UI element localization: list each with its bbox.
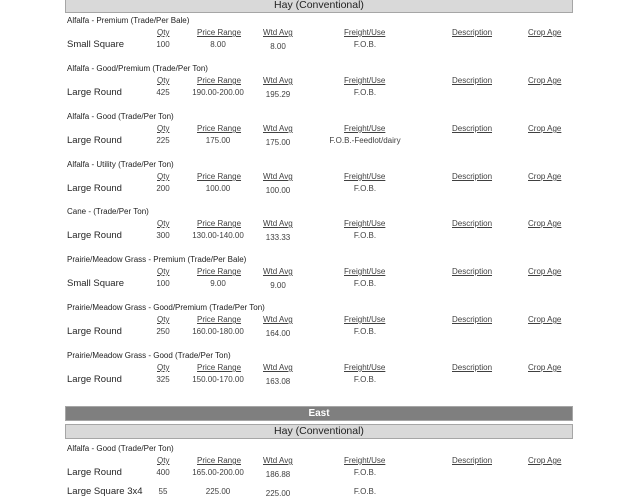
col-header-description: Description [452, 124, 493, 133]
row-qty: 100 [156, 279, 170, 288]
col-header-freight: Freight/Use [344, 267, 386, 276]
col-header-crop-age: Crop Age [528, 172, 562, 181]
row-price-range: 190.00-200.00 [192, 88, 244, 97]
row-freight: F.O.B. [353, 487, 377, 496]
section-title: Alfalfa - Good/Premium (Trade/Per Ton) [67, 64, 208, 73]
row-wtd-avg: 163.08 [265, 377, 291, 386]
section-title: Alfalfa - Good (Trade/Per Ton) [67, 112, 174, 121]
row-qty: 200 [156, 184, 170, 193]
row-freight: F.O.B. [353, 184, 377, 193]
row-qty: 100 [156, 40, 170, 49]
col-header-price-range: Price Range [197, 28, 242, 37]
row-item: Large Round [67, 230, 122, 241]
hay-conventional-header: Hay (Conventional) [65, 0, 573, 13]
row-freight: F.O.B. [353, 375, 377, 384]
col-header-price-range: Price Range [197, 315, 242, 324]
row-item: Large Round [67, 374, 122, 385]
section-title: Prairie/Meadow Grass - Premium (Trade/Per Bale) [67, 255, 247, 264]
row-qty: 425 [156, 88, 170, 97]
col-header-freight: Freight/Use [344, 315, 386, 324]
row-item: Large Round [67, 183, 122, 194]
col-header-freight: Freight/Use [344, 124, 386, 133]
col-header-wtd-avg: Wtd Avg [263, 172, 293, 181]
section-title: Alfalfa - Premium (Trade/Per Bale) [67, 16, 190, 25]
row-qty: 225 [156, 136, 170, 145]
row-freight: F.O.B. [353, 327, 377, 336]
col-header-wtd-avg: Wtd Avg [263, 363, 293, 372]
col-header-wtd-avg: Wtd Avg [263, 315, 293, 324]
col-header-qty: Qty [157, 28, 170, 37]
col-header-freight: Freight/Use [344, 28, 386, 37]
row-wtd-avg: 8.00 [270, 42, 286, 51]
col-header-qty: Qty [157, 363, 170, 372]
row-wtd-avg: 195.29 [265, 90, 291, 99]
col-header-crop-age: Crop Age [528, 456, 562, 465]
col-header-price-range: Price Range [197, 219, 242, 228]
col-header-price-range: Price Range [197, 76, 242, 85]
col-header-qty: Qty [157, 267, 170, 276]
row-price-range: 225.00 [205, 487, 231, 496]
row-freight: F.O.B. [353, 40, 377, 49]
row-freight: F.O.B. [353, 88, 377, 97]
col-header-crop-age: Crop Age [528, 267, 562, 276]
col-header-price-range: Price Range [197, 172, 242, 181]
row-price-range: 130.00-140.00 [192, 231, 244, 240]
row-wtd-avg: 225.00 [265, 489, 291, 498]
section-title: Prairie/Meadow Grass - Good (Trade/Per Ton) [67, 351, 231, 360]
row-qty: 325 [156, 375, 170, 384]
col-header-description: Description [452, 456, 493, 465]
col-header-freight: Freight/Use [344, 363, 386, 372]
row-price-range: 175.00 [205, 136, 231, 145]
col-header-price-range: Price Range [197, 267, 242, 276]
col-header-wtd-avg: Wtd Avg [263, 456, 293, 465]
row-item: Large Round [67, 87, 122, 98]
col-header-wtd-avg: Wtd Avg [263, 28, 293, 37]
row-freight: F.O.B.-Feedlot/dairy [329, 136, 401, 145]
row-item: Large Square 3x4 [67, 486, 143, 497]
row-item: Small Square [67, 39, 125, 50]
col-header-crop-age: Crop Age [528, 28, 562, 37]
row-price-range: 150.00-170.00 [192, 375, 244, 384]
col-header-qty: Qty [157, 76, 170, 85]
row-freight: F.O.B. [353, 279, 377, 288]
row-wtd-avg: 186.88 [265, 470, 291, 479]
col-header-crop-age: Crop Age [528, 315, 562, 324]
row-price-range: 100.00 [205, 184, 231, 193]
col-header-freight: Freight/Use [344, 172, 386, 181]
row-item: Large Round [67, 135, 122, 146]
col-header-description: Description [452, 76, 493, 85]
row-qty: 400 [156, 468, 170, 477]
col-header-wtd-avg: Wtd Avg [263, 219, 293, 228]
col-header-description: Description [452, 172, 493, 181]
col-header-price-range: Price Range [197, 124, 242, 133]
col-header-description: Description [452, 267, 493, 276]
section-title: Cane - (Trade/Per Ton) [67, 207, 149, 216]
row-item: Small Square [67, 278, 125, 289]
col-header-qty: Qty [157, 456, 170, 465]
region-header-east: East [65, 406, 573, 421]
row-freight: F.O.B. [353, 468, 377, 477]
col-header-qty: Qty [157, 219, 170, 228]
col-header-description: Description [452, 315, 493, 324]
col-header-crop-age: Crop Age [528, 124, 562, 133]
col-header-description: Description [452, 219, 493, 228]
row-qty: 55 [158, 487, 168, 496]
col-header-qty: Qty [157, 315, 170, 324]
row-price-range: 160.00-180.00 [192, 327, 244, 336]
row-qty: 300 [156, 231, 170, 240]
col-header-price-range: Price Range [197, 363, 242, 372]
col-header-crop-age: Crop Age [528, 363, 562, 372]
row-price-range: 8.00 [210, 40, 226, 49]
col-header-wtd-avg: Wtd Avg [263, 267, 293, 276]
row-qty: 250 [156, 327, 170, 336]
col-header-freight: Freight/Use [344, 76, 386, 85]
row-item: Large Round [67, 326, 122, 337]
row-wtd-avg: 164.00 [265, 329, 291, 338]
row-price-range: 165.00-200.00 [192, 468, 244, 477]
col-header-freight: Freight/Use [344, 456, 386, 465]
row-wtd-avg: 100.00 [265, 186, 291, 195]
row-wtd-avg: 175.00 [265, 138, 291, 147]
col-header-freight: Freight/Use [344, 219, 386, 228]
row-freight: F.O.B. [353, 231, 377, 240]
section-title: Alfalfa - Good (Trade/Per Ton) [67, 444, 174, 453]
col-header-qty: Qty [157, 172, 170, 181]
row-price-range: 9.00 [210, 279, 226, 288]
row-item: Large Round [67, 467, 122, 478]
col-header-description: Description [452, 28, 493, 37]
col-header-description: Description [452, 363, 493, 372]
col-header-qty: Qty [157, 124, 170, 133]
col-header-price-range: Price Range [197, 456, 242, 465]
col-header-wtd-avg: Wtd Avg [263, 76, 293, 85]
section-title: Prairie/Meadow Grass - Good/Premium (Trade/Per Ton) [67, 303, 265, 312]
east-hay-conventional-header: Hay (Conventional) [65, 424, 573, 439]
section-title: Alfalfa - Utility (Trade/Per Ton) [67, 160, 174, 169]
col-header-crop-age: Crop Age [528, 219, 562, 228]
col-header-wtd-avg: Wtd Avg [263, 124, 293, 133]
col-header-crop-age: Crop Age [528, 76, 562, 85]
row-wtd-avg: 9.00 [270, 281, 286, 290]
row-wtd-avg: 133.33 [265, 233, 291, 242]
